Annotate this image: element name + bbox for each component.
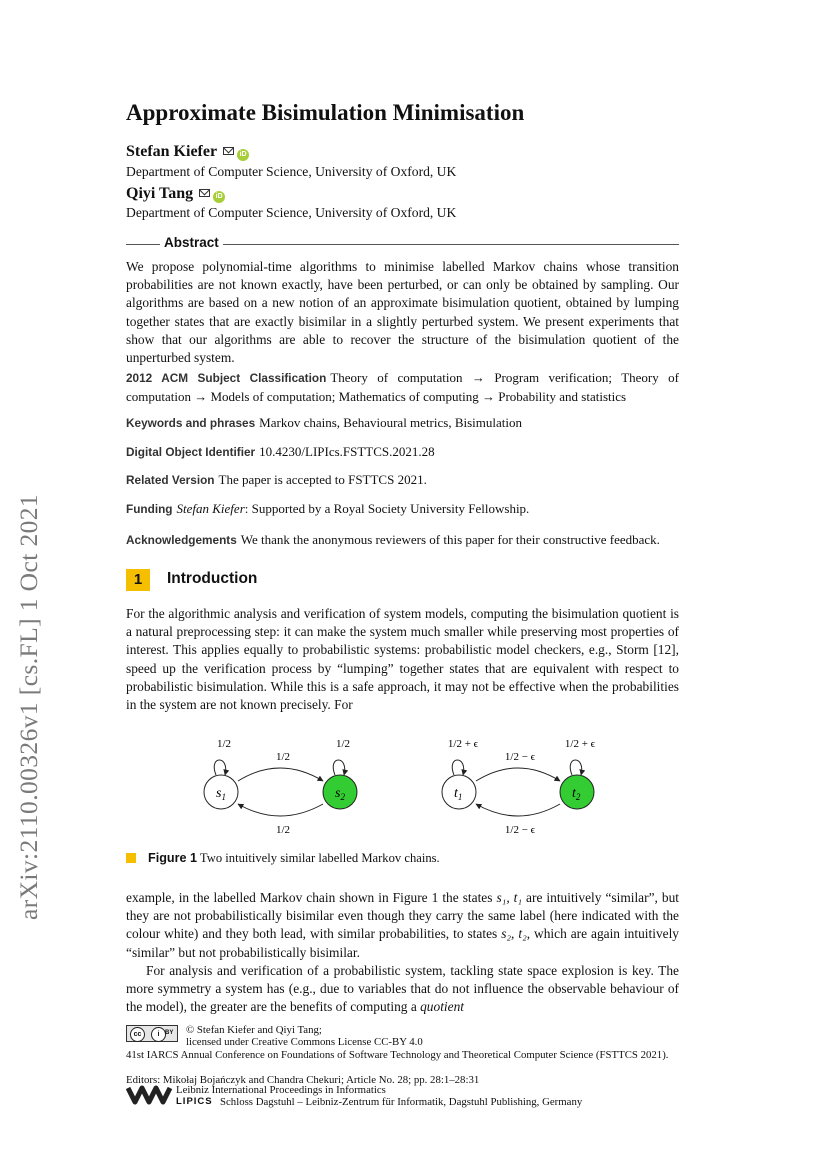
left-top-arc-label: 1/2 (275, 751, 291, 763)
right-t2-self-loop (570, 760, 582, 775)
left-top-arc (238, 768, 323, 781)
abstract-heading: Abstract (160, 235, 223, 250)
arxiv-stamp: arXiv:2110.00326v1 [cs.FL] 1 Oct 2021 (14, 493, 43, 920)
meta-value: We thank the anonymous reviewers of this paper for their constructive feedback. (240, 532, 660, 547)
meta-label: Digital Object Identifier (126, 445, 256, 459)
left-bottom-arc-label: 1/2 (275, 824, 291, 836)
meta-value: Markov chains, Behavioural metrics, Bisimulation (259, 415, 522, 430)
paper-title: Approximate Bisimulation Minimisation (126, 100, 525, 125)
state-t2-label: $t_2$ (572, 786, 581, 802)
left-s1-self-loop (214, 760, 226, 775)
meta-value: : Supported by a Royal Society University Fellowship. (244, 501, 530, 516)
doi-link[interactable]: 10.4230/LIPIcs.FSTTCS.2021.28 (259, 444, 435, 459)
right-top-arc-label: 1/2 − ϵ (504, 751, 536, 763)
para2-text-3: , which are again intuitively “similar” but not probabilistically bisimilar. (126, 926, 680, 960)
meta-label: Funding (126, 502, 173, 516)
meta-keywords (126, 414, 679, 433)
left-markov-chain (204, 738, 357, 836)
left-s2-self-loop (333, 760, 345, 775)
footer-editors: Editors: Mikołaj Bojańczyk and Chandra Chekuri; Article No. 28; pp. 28:1–28:31 (126, 1074, 480, 1086)
right-bottom-arc (476, 804, 560, 816)
state-s2-label: $s_2$ (335, 786, 345, 802)
orcid-icon[interactable]: iD (237, 149, 249, 161)
mail-icon[interactable] (199, 189, 210, 197)
para2-math-s2t2: s₂, t₂ (501, 926, 527, 942)
left-bottom-arc (238, 804, 323, 816)
meta-acm-classification (126, 369, 679, 405)
right-t1-loop-label: 1/2 + ϵ (447, 738, 479, 750)
intro-paragraph: For the algorithmic analysis and verification of system models, computing the bisimulation quotient is a natural preprocessing step: it can make the system much smaller while preserving most properties of interest. This applies equally to probabilistic systems: probabilistic model checkers, e.g., Storm [12], speed up the verification process by “lumping” together states that are equivalent with respect to probabilistic bisimulation. While this is a safe approach, it may not be effective when the probabilities in the system are not known precisely. For (126, 606, 679, 713)
state-t1-label: $t_1$ (454, 786, 463, 802)
author-1 (126, 143, 249, 161)
abstract-text: We propose polynomial-time algorithms to minimise labelled Markov chains whose transition probabilities are not known exactly, have been perturbed, or can only be obtained by sampling. Our algorithms are based on a new notion of an approximate bisimulation quotient, obtained by lumping together states that are exactly bisimilar in a slightly perturbed system. We present experiments that show that our algorithms are able to recover the structure of the bisimulation quotient of the unperturbed system. (126, 259, 679, 366)
figure-caption (148, 851, 440, 866)
meta-related-version (126, 471, 679, 490)
paragraph-3 (126, 962, 679, 1017)
author-2 (126, 185, 225, 203)
footer-conference: 41st IARCS Annual Conference on Foundations of Software Technology and Theoretical Computer Science (FSTTCS 2021). (126, 1049, 669, 1061)
footer-license[interactable]: licensed under Creative Commons License CC-BY 4.0 (186, 1036, 423, 1048)
para3-em: quotient (420, 999, 464, 1015)
lipics-logo-icon (126, 1085, 174, 1105)
left-s1-loop-label: 1/2 (216, 738, 232, 750)
meta-doi (126, 443, 679, 462)
meta-label: 2012 ACM Subject Classification (126, 371, 327, 385)
meta-label: Keywords and phrases (126, 416, 256, 430)
para2-math-s1t1: s₁, t₁ (496, 890, 523, 905)
para2-text-1: example, in the labelled Markov chain shown in Figure 1 the states (126, 890, 497, 905)
meta-acknowledgements (126, 531, 679, 550)
author-2-affiliation: Department of Computer Science, University of Oxford, UK (126, 205, 457, 220)
footer-series: Leibniz International Proceedings in Informatics (176, 1084, 386, 1096)
section-title: Introduction (167, 570, 258, 587)
figure-1 (180, 725, 640, 843)
state-s1-label: $s_1$ (216, 786, 226, 802)
by-label: BY (165, 1030, 174, 1036)
figure-caption-label: Figure 1 (148, 851, 197, 865)
cc-icon: cc (130, 1027, 145, 1042)
meta-funding (126, 500, 679, 519)
meta-label: Acknowledgements (126, 533, 237, 547)
cc-by-badge[interactable] (126, 1025, 178, 1042)
meta-value: The paper is accepted to FSTTCS 2021. (218, 472, 427, 487)
author-1-affiliation: Department of Computer Science, University of Oxford, UK (126, 164, 457, 179)
paragraph-2 (126, 889, 679, 962)
mail-icon[interactable] (223, 147, 234, 155)
right-bottom-arc-label: 1/2 − ϵ (504, 824, 536, 836)
right-t1-self-loop (452, 760, 464, 775)
lipics-label: LIPICS (176, 1096, 213, 1107)
para2-text-2: are intuitively “similar”, but they are not probabilistically bisimilar even though they carry the same label (here indicated with the colour white) and they both lead, with similar probabilities, to states (126, 890, 679, 942)
meta-value-em: Stefan Kiefer (176, 501, 245, 516)
right-t2-loop-label: 1/2 + ϵ (564, 738, 596, 750)
left-s2-loop-label: 1/2 (335, 738, 351, 750)
orcid-icon[interactable]: iD (213, 191, 225, 203)
figure-caption-marker (126, 853, 136, 863)
author-1-name: Stefan Kiefer (126, 143, 218, 160)
author-2-name: Qiyi Tang (126, 185, 194, 202)
footer-copyright: © Stefan Kiefer and Qiyi Tang; (186, 1024, 322, 1036)
by-icon: i (151, 1027, 166, 1042)
figure-caption-text: Two intuitively similar labelled Markov chains. (199, 851, 440, 865)
meta-value: Theory of computation → Program verification; Theory of computation → Models of computation; Mathematics of computing → Probability and statistics (126, 370, 679, 404)
section-number: 1 (126, 569, 150, 591)
footer-publisher: Schloss Dagstuhl – Leibniz-Zentrum für Informatik, Dagstuhl Publishing, Germany (220, 1096, 583, 1108)
para3-text: For analysis and verification of a probabilistic system, tackling state space explosion is key. The more symmetry a system has (e.g., due to variables that do not influence the observable behaviour of the model), the greater are the benefits of computing a (126, 963, 679, 1015)
right-top-arc (476, 768, 560, 781)
meta-label: Related Version (126, 473, 215, 487)
right-markov-chain (442, 738, 596, 836)
